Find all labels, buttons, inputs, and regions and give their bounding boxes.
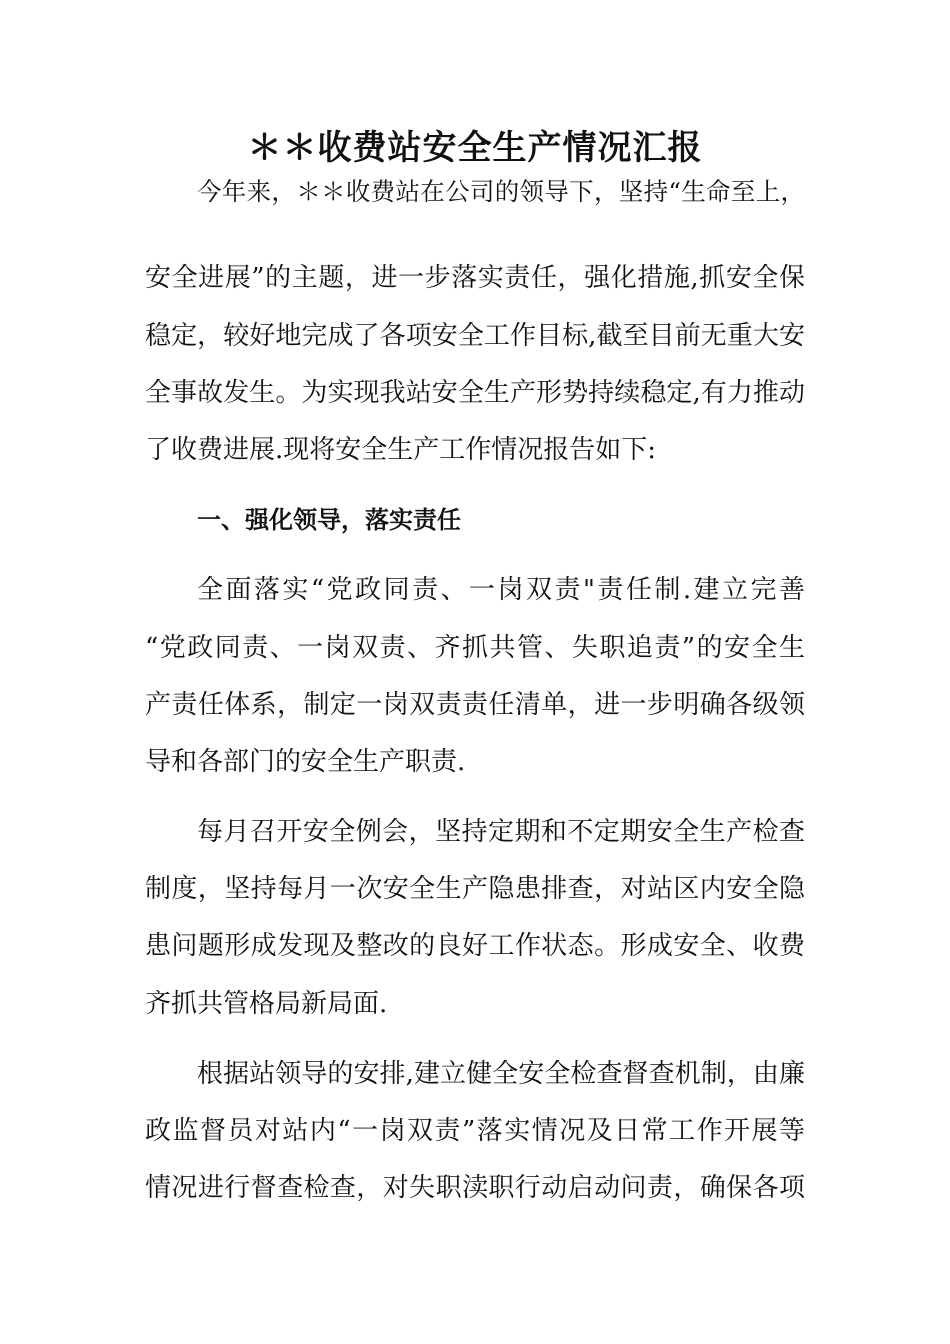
document-title: ＊＊收费站安全生产情况汇报	[247, 128, 703, 168]
text-line: 全面落实“党政同责、一岗双责"责任制.建立完善	[197, 575, 805, 605]
text-line: 齐抓共管格局新局面.	[145, 989, 388, 1019]
section-heading: 一、强化领导，落实责任	[197, 506, 461, 534]
text-line: 全事故发生。为实现我站安全生产形势持续稳定,有力推动	[145, 378, 805, 408]
text-line: 患问题形成发现及整改的良好工作状态。形成安全、收费	[145, 931, 805, 961]
text-line: “党政同责、一岗双责、齐抓共管、失职追责”的安全生	[145, 633, 805, 663]
text-line: 导和各部门的安全生产职责.	[145, 747, 466, 777]
text-line: 稳定，较好地完成了各项安全工作目标,截至目前无重大安	[145, 321, 805, 351]
text-line: 制度，坚持每月一次安全生产隐患排查，对站区内安全隐	[145, 874, 805, 904]
text-line: 政监督员对站内“一岗双责”落实情况及日常工作开展等	[145, 1116, 805, 1146]
text-line: 根据站领导的安排,建立健全安全检查督查机制，由廉	[197, 1059, 805, 1089]
text-line: 情况进行督查检查，对失职渎职行动启动问责，确保各项	[145, 1173, 805, 1203]
text-line: 产责任体系，制定一岗双责责任清单，进一步明确各级领	[145, 690, 805, 720]
text-line: 了收费进展.现将安全生产工作情况报告如下:	[145, 435, 657, 465]
text-line: 今年来，＊＊收费站在公司的领导下，坚持“生命至上，	[197, 177, 805, 206]
text-line: 安全进展”的主题，进一步落实责任，强化措施,抓安全保	[145, 263, 805, 293]
text-line: 每月召开安全例会，坚持定期和不定期安全生产检查	[197, 817, 805, 847]
